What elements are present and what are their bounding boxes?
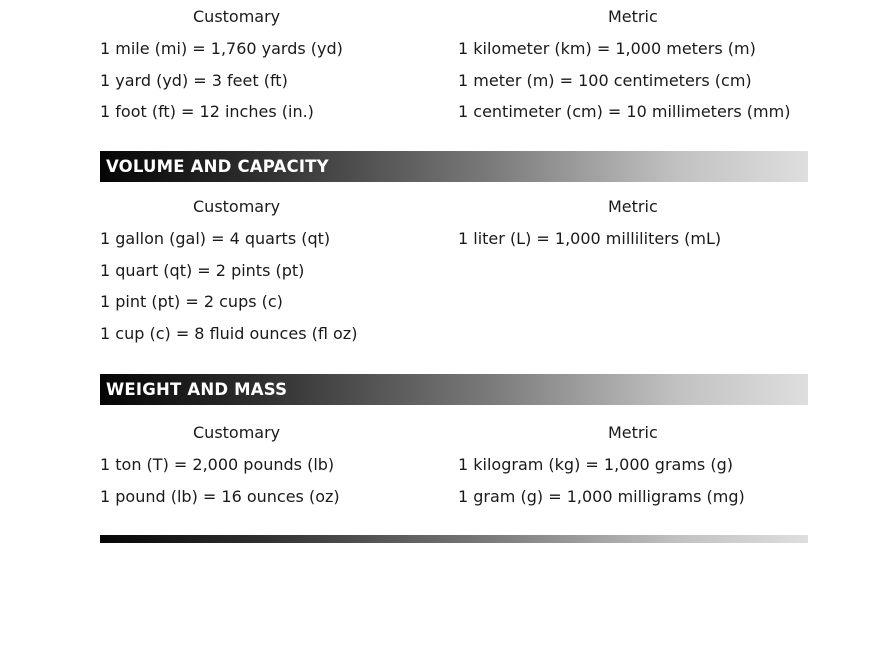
weight-section xyxy=(100,374,808,506)
length-metric-column xyxy=(458,1,818,128)
conversion-row: 1 gallon (gal) = 4 quarts (qt) xyxy=(100,229,331,248)
length-metric-header: Metric xyxy=(608,7,658,26)
conversion-row: 1 quart (qt) = 2 pints (pt) xyxy=(100,260,305,280)
weight-customary-header: Customary xyxy=(193,423,281,442)
conversion-row: 1 kilometer (km) = 1,000 meters (m) xyxy=(458,39,756,58)
conversion-row: 1 ton (T) = 2,000 pounds (lb) xyxy=(100,455,335,474)
conversion-row: 1 pound (lb) = 16 ounces (oz) xyxy=(100,486,340,506)
weight-section-heading: WEIGHT AND MASS xyxy=(100,374,808,405)
volume-section-heading: VOLUME AND CAPACITY xyxy=(100,151,808,182)
conversion-row: 1 pint (pt) = 2 cups (c) xyxy=(100,292,283,311)
conversion-row: 1 meter (m) = 100 centimeters (cm) xyxy=(458,70,752,90)
weight-metric-column xyxy=(458,417,818,512)
conversion-row: 1 yard (yd) = 3 feet (ft) xyxy=(100,70,288,90)
length-customary-column xyxy=(100,1,458,128)
conversion-row: 1 cup (c) = 8 fluid ounces (fl oz) xyxy=(100,323,358,343)
volume-section xyxy=(100,151,808,343)
volume-customary-header: Customary xyxy=(193,197,281,216)
bottom-divider xyxy=(100,535,808,543)
volume-customary-column xyxy=(100,191,458,349)
volume-metric-column xyxy=(458,191,818,255)
volume-metric-header: Metric xyxy=(608,197,658,216)
conversion-row: 1 kilogram (kg) = 1,000 grams (g) xyxy=(458,455,733,474)
conversion-row: 1 gram (g) = 1,000 milligrams (mg) xyxy=(458,486,745,506)
conversion-row: 1 centimeter (cm) = 10 millimeters (mm) xyxy=(458,102,791,121)
conversion-row: 1 liter (L) = 1,000 milliliters (mL) xyxy=(458,229,722,248)
conversion-row: 1 foot (ft) = 12 inches (in.) xyxy=(100,102,314,121)
conversion-row: 1 mile (mi) = 1,760 yards (yd) xyxy=(100,39,343,58)
weight-customary-column xyxy=(100,417,458,512)
length-customary-header: Customary xyxy=(193,7,281,26)
weight-metric-header: Metric xyxy=(608,423,658,442)
